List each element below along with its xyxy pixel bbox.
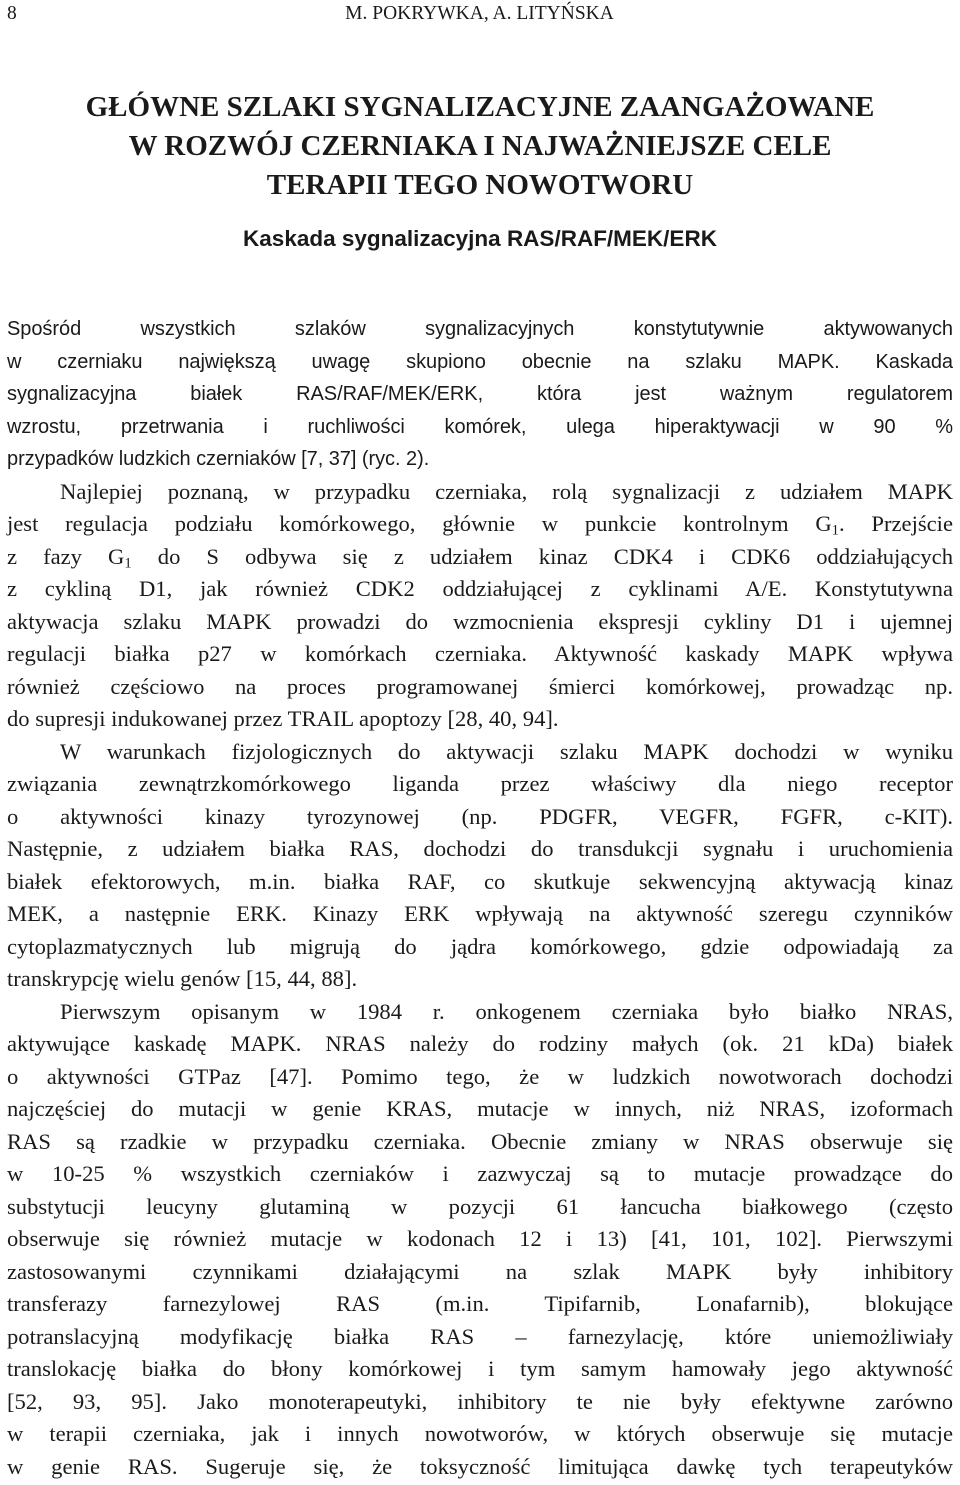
paragraph-cell-cycle: [7, 476, 953, 736]
chapter-title: [0, 88, 960, 205]
text-line: MEK, a następnie ERK. Kinazy ERK wpływają na aktywność szeregu czynników: [7, 901, 953, 926]
text-line: RAS są rzadkie w przypadku czerniaka. Obecnie zmiany w NRAS obserwuje się: [7, 1128, 953, 1154]
text-line: [7, 508, 953, 541]
text-line: aktywacja szlaku MAPK prowadzi do wzmocnienia ekspresji cykliny D1 i ujemnej: [7, 608, 953, 634]
text-fragment: jest regulacja podziału komórkowego, głównie w punkcie kontrolnym G: [7, 511, 832, 536]
chapter-title-line: W ROZWÓJ CZERNIAKA I NAJWAŻNIEJSZE CELE: [128, 130, 832, 162]
text-line: Najlepiej poznaną, w przypadku czerniaka, rolą sygnalizacji z udziałem MAPK: [60, 478, 953, 504]
text-line: potranslacyjną modyfikację białka RAS – farnezylację, które uniemożliwiały: [7, 1323, 953, 1349]
text-line: sygnalizacyjna białek RAS/RAF/MEK/ERK, która jest ważnym regulatorem: [7, 383, 953, 405]
text-line: związania zewnątrzkomórkowego liganda przez właściwy dla niego receptor: [7, 771, 953, 796]
text-line: Pierwszym opisanym w 1984 r. onkogenem czerniaka było białko NRAS,: [60, 998, 953, 1024]
paragraph-physiology: [7, 736, 953, 996]
text-fragment: z fazy G: [7, 543, 125, 569]
text-line: o aktywności GTPaz [47]. Pomimo tego, że w ludzkich nowotworach dochodzi: [7, 1063, 953, 1089]
text-line: białek efektorowych, m.in. białka RAF, co skutkuje sekwencyjną aktywacją kinaz: [7, 868, 953, 894]
text-line: również częściowo na proces programowanej śmierci komórkowej, prowadząc np.: [7, 673, 953, 699]
text-line: w terapii czerniaka, jak i innych nowotworów, w których obserwuje się mutacje: [7, 1421, 953, 1446]
text-fragment: do S odbywa się z udziałem kinaz CDK4 i CDK6 oddziałujących: [131, 543, 953, 569]
text-line: do supresji indukowanej przez TRAIL apoptozy [28, 40, 94].: [7, 706, 559, 731]
text-line: W warunkach fizjologicznych do aktywacji szlaku MAPK dochodzi w wyniku: [60, 738, 953, 764]
text-line: transkrypcję wielu genów [15, 44, 88].: [7, 966, 358, 991]
text-line: transferazy farnezylowej RAS (m.in. Tipifarnib, Lonafarnib), blokujące: [7, 1291, 953, 1316]
text-line: wzrostu, przetrwania i ruchliwości komórek, ulega hiperaktywacji w 90 %: [7, 415, 953, 438]
text-line: substytucji leucyny glutaminą w pozycji 61 łancucha białkowego (często: [7, 1193, 953, 1219]
text-line: [7, 541, 953, 574]
text-line: zastosowanymi czynnikami działającymi na szlak MAPK były inhibitory: [7, 1258, 953, 1284]
text-line: regulacji białka p27 w komórkach czerniaka. Aktywność kaskady MAPK wpływa: [7, 641, 953, 666]
section-heading: Kaskada sygnalizacyjna RAS/RAF/MEK/ERK: [243, 226, 717, 251]
text-line: aktywujące kaskadę MAPK. NRAS należy do rodziny małych (ok. 21 kDa) białek: [7, 1031, 953, 1056]
text-line: cytoplazmatycznych lub migrują do jądra komórkowego, gdzie odpowiadają za: [7, 933, 953, 959]
text-line: o aktywności kinazy tyrozynowej (np. PDGFR, VEGFR, FGFR, c-KIT).: [7, 803, 953, 829]
text-line: translokację białka do błony komórkowej i tym samym hamowały jego aktywność: [7, 1356, 953, 1381]
title-block: [0, 88, 960, 254]
text-line: z cykliną D1, jak również CDK2 oddziałującej z cyklinami A/E. Konstytutywna: [7, 576, 953, 601]
text-line: Spośród wszystkich szlaków sygnalizacyjnych konstytutywnie aktywowanych: [7, 318, 953, 340]
paragraph-nras: [7, 996, 953, 1484]
text-line: w czerniaku największą uwagę skupiono obecnie na szlaku MAPK. Kaskada: [7, 350, 953, 373]
page-number: 8: [7, 3, 17, 24]
text-fragment: . Przejście: [839, 511, 953, 536]
article-body: [7, 313, 953, 1483]
subscript: 1: [124, 555, 132, 572]
subscript: 1: [831, 522, 840, 539]
chapter-title-line: GŁÓWNE SZLAKI SYGNALIZACYJNE ZAANGAŻOWANE: [85, 91, 875, 123]
text-line: obserwuje się również mutacje w kodonach 12 i 13) [41, 101, 102]. Pierwszymi: [7, 1226, 953, 1251]
text-line: Następnie, z udziałem białka RAS, dochodzi do transdukcji sygnału i uruchomienia: [7, 836, 953, 861]
running-head: M. POKRYWKA, A. LITYŃSKA: [345, 3, 614, 24]
text-line: [52, 93, 95]. Jako monoterapeutyki, inhibitory te nie były efektywne zarówno: [7, 1388, 953, 1414]
text-line: najczęściej do mutacji w genie KRAS, mutacje w innych, niż NRAS, izoformach: [7, 1096, 953, 1121]
text-line: w 10-25 % wszystkich czerniaków i zazwyczaj są to mutacje prowadzące do: [7, 1161, 953, 1186]
text-line: przypadków ludzkich czerniaków [7, 37] (ryc. 2).: [7, 448, 430, 470]
page-header: [7, 2, 952, 26]
paragraph-intro: [7, 313, 953, 476]
chapter-title-line: TERAPII TEGO NOWOTWORU: [266, 169, 694, 201]
text-line: w genie RAS. Sugeruje się, że toksyczność limitująca dawkę tych terapeutyków: [7, 1453, 953, 1479]
